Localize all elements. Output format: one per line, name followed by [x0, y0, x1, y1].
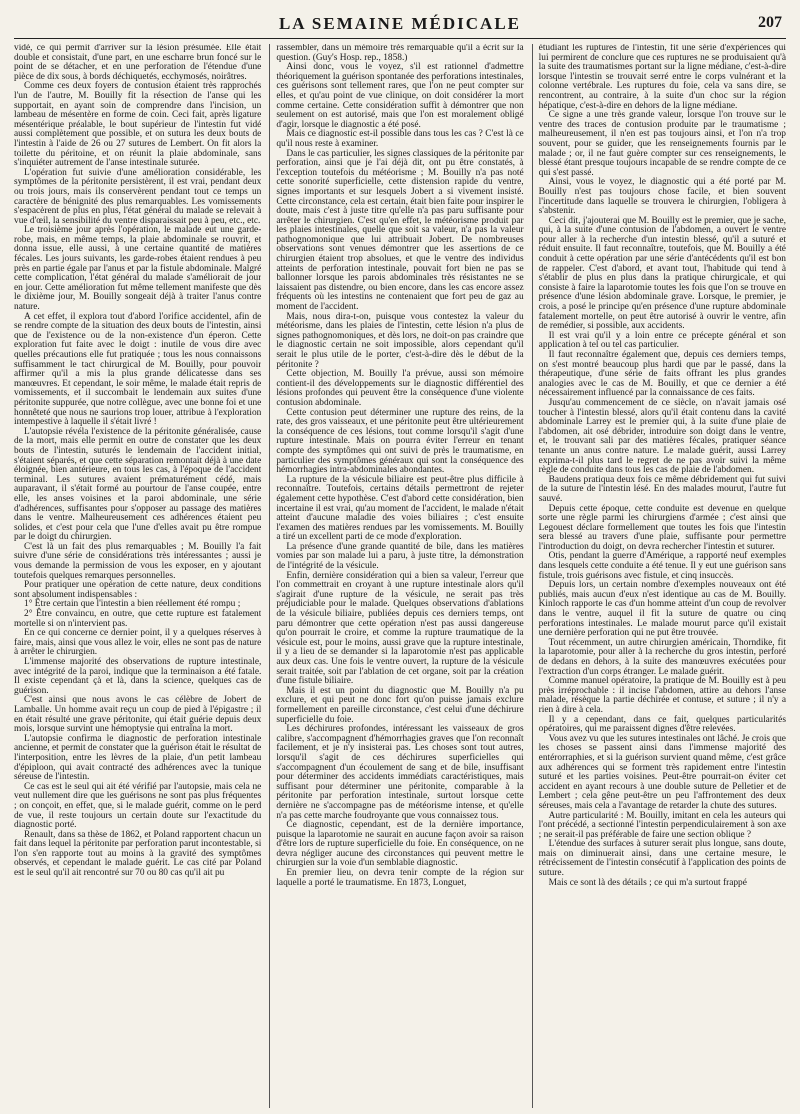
paragraph: étudiant les ruptures de l'intestin, fit une série d'expériences qui lui permirent de conclure que ces ruptures ne se produisaient qu'à la suite des traumatismes portant sur la ligne médiane, c'est-à-dire lorsque l'intestin se trouvait serré entre le corps vulnérant et la colonne vertébrale. Les ruptures du foie, cela va sans dire, se rencontrent, au contraire, à la suite d'un choc sur la région hépatique, c'est-à-dire en dehors de la ligne médiane. — [538, 44, 786, 111]
paragraph: Pour pratiquer une opération de cette nature, deux conditions sont absolument indispensables : — [14, 580, 262, 600]
paragraph: Ce diagnostic, cependant, est de la dernière importance, puisque la laparotomie ne saurait en aucune façon avoir sa raison d'être lors de rupture superficielle du foie. En conséquence, on ne devra négliger aucune des circonstances qui peuvent mettre le chirurgien sur la voie d'un semblable diagnostic. — [276, 820, 524, 869]
paragraph: Ce cas est le seul qui ait été vérifié par l'autopsie, mais cela ne veut nullement dire que les guérisons ne sont pas plus fréquentes ; on conçoit, en effet, que, si le malade guérit, comme on le perd de vue, il reste toujours un certain doute sur l'exactitude du diagnostic porté. — [14, 781, 262, 831]
paragraph: L'autopsie révéla l'existence de la péritonite généralisée, cause de la mort, mais elle permit en outre de constater que les deux bouts de l'intestin, suturés le lendemain de l'accident initial, s'étaient séparés, et que cette séparation remontait déjà à une date éloignée, bien antérieure, en tous les cas, à l'époque de l'accident terminal. Les sutures avaient prématurément cédé, mais auparavant, il s'était formé au pourtour de l'anse coupée, entre elle, les anses voisines et la paroi abdominale, une série d'adhérences, suffisantes pour s'opposer au passage des matières dans le ventre. Malheureusement ces adhérences étaient peu solides, et c'est pour cela que l'une d'elles avait pu être rompue par le doigt du chirurgien. — [14, 426, 262, 543]
paragraph: L'étendue des surfaces à suturer serait plus longue, sans doute, mais on diminuerait ainsi, dans une certaine mesure, le rétrécissement de l'intestin consécutif à l'application des points de suture. — [538, 839, 786, 879]
paragraph: Ce signe a une très grande valeur, lorsque l'on trouve sur le ventre des traces de contusion produite par le traumatisme ; malheureusement, il n'en est pas toujours ainsi, et l'on n'a trop souvent, pour se guider, que les renseignements fournis par le malade ; or, il ne faut guère compter sur ces renseignements, le blessé étant presque toujours incapable de se rendre compte de ce qui s'est passé. — [538, 110, 786, 178]
paragraph: Depuis cette époque, cette conduite est devenue en quelque sorte une règle parmi les chirurgiens d'armée ; c'est ainsi que Legouest déclare formellement que toutes les fois que l'intestin sera blessé au travers d'une plaie, suffisante pour permettre l'introduction du doigt, on devra rechercher l'intestin et suturer. — [538, 503, 786, 552]
column-right — [532, 44, 786, 1108]
paragraph: Il y a cependant, dans ce fait, quelques particularités opératoires, qui me paraissent dignes d'être relevées. — [538, 714, 786, 735]
paragraph: Depuis lors, un certain nombre d'exemples nouveaux ont été publiés, mais aucun d'eux n'est identique au cas de M. Bouilly. Kinloch rapporte le cas d'un homme atteint d'un coup de revolver dans le ventre, auquel il fit la suture de quatre ou cinq perforations intestinales. Le malade mourut parce qu'il existait une dernière perforation qui ne put être trouvée. — [538, 580, 786, 639]
paragraph: Cette objection, M. Bouilly l'a prévue, aussi son mémoire contient-il des développements sur le diagnostic différentiel des lésions profondes qui peuvent être la conséquence d'une violente contusion abdominale. — [276, 369, 524, 408]
paragraph: 2° Être convaincu, en outre, que cette rupture est fatalement mortelle si on n'intervient pas. — [14, 609, 262, 629]
paragraph: L'autopsie confirma le diagnostic de perforation intestinale ancienne, et permit de constater que la guérison était le résultat de l'interposition, entre les lèvres de la plaie, d'un petit lambeau d'épiploon, qui avait contracté des adhérences avec la tunique séreuse de l'intestin. — [14, 733, 262, 783]
paragraph: Dans le cas particulier, les signes classiques de la péritonite par perforation, ainsi que je l'ai déjà dit, ont pu être constatés, à l'exception toutefois du météorisme ; M. Bouilly n'a pas noté cette sonorité superficielle, cette distension rapide du ventre, signes importants et sur lesquels Jobert a si vivement insisté. Cette circonstance, cela est certain, était bien faite pour inspirer le doute, mais c'est à juste titre qu'elle n'a pas paru suffisante pour arrêter le chirurgien. C'est qu'en effet, le météorisme produit par les plaies intestinales, quelle que soit sa valeur, n'a pas la valeur pathognomonique que lui attribuait Jobert. De nombreuses observations sont venues démontrer que les assertions de ce chirurgien étaient trop absolues, et que le ventre des individus atteints de perforation intestinale, pouvait fort bien ne pas se ballonner lorsque les parois abdominales très résistantes ne se laissaient pas distendre, ou bien encore, dans les cas encore assez fréquents où les intestins ne contenaient que fort peu de gaz au moment de l'accident. — [276, 148, 524, 313]
paragraph: La présence d'une grande quantité de bile, dans les matières vomies par son malade lui a paru, à juste titre, la démonstration de l'intégrité de la vésicule. — [276, 541, 524, 572]
paragraph: Cette contusion peut déterminer une rupture des reins, de la rate, des gros vaisseaux, et une péritonite peut être ultérieurement la conséquence de ces lésions, tout comme lorsqu'il s'agit d'une rupture intestinale. Mais on pourra éviter l'erreur en tenant compte des symptômes qui ont suivi de près le traumatisme, en particulier des symptômes généraux qui sont la conséquence des hémorrhagies intra-abdominales abondantes. — [276, 407, 524, 476]
paragraph: L'opération fut suivie d'une amélioration considérable, les symptômes de la péritonite persistèrent, il est vrai, pendant deux ou trois jours, mais ils conservèrent pendant tout ce temps un caractère de bénignité des plus remarquables. Les vomissements s'espacèrent de plus en plus, l'état général du malade se relevait à vue d'œil, la sensibilité du ventre disparaissait peu à peu, etc., etc. — [14, 167, 262, 226]
paragraph: Les déchirures profondes, intéressant les vaisseaux de gros calibre, s'accompagnent d'hémorrhagies graves que l'on reconnaît facilement, et je n'y insisterai pas. Les choses sont tout autres, lorsqu'il s'agit de ces déchirures superficielles qui s'accompagnent d'un écoulement de sang et de bile, insuffisant pour déterminer des accidents immédiats caractéristiques, mais suffisant pour déterminer une péritonite, comparable à la péritonite par perforation intestinale, surtout lorsque cette dernière ne s'accompagne pas de météorisme intense, et qu'elle n'a pas cette marche foudroyante que vous connaissez tous. — [276, 724, 524, 821]
paragraph: Autre particularité : M. Bouilly, imitant en cela les auteurs qui l'ont précédé, a sectionné l'intestin perpendiculairement à son axe ; ne serait-il pas préférable de faire une section oblique ? — [538, 810, 786, 840]
paragraph: Comme ces deux foyers de contusion étaient très rapprochés l'un de l'autre, M. Bouilly fit la résection de l'anse qui les supportait, en ayant soin de comprendre dans l'incision, un lambeau de mésentère en forme de coin. Ceci fait, après ligature mésentérique préalable, le bout supérieur de l'intestin fut vidé aussi complètement que possible, et on sutura les deux bouts de l'intestin à l'aide de 26 ou 27 sutures de Lembert. On fit alors la toilette du péritoine, et on réunit la plaie abdominale, sans s'inquiéter autrement de l'anse intestinale suturée. — [14, 81, 262, 169]
paragraph: Le troisième jour après l'opération, le malade eut une garde-robe, mais, en même temps, la plaie abdominale se rouvrit, et donna issue, elle aussi, à une certaine quantité de matières fécales. Les jours suivants, les garde-robes étaient rendues à peu près en partie égale par l'anus et par la fistule abdominale. Malgré cette complication, l'état général du malade s'améliorait de jour en jour. Cette amélioration fut même tellement manifeste que dès le dixième jour, M. Bouilly songeait déjà à traiter l'anus contre nature. — [14, 225, 262, 313]
paragraph: Il est vrai qu'il y a loin entre ce précepte général et son application à tel ou tel cas particulier. — [538, 330, 786, 351]
paragraph: A cet effet, il explora tout d'abord l'orifice accidentel, afin de se rendre compte de la situation des deux bouts de l'intestin, ainsi que de l'existence ou de la non-existence d'un éperon. Cette exploration fut faite avec le doigt : inutile de vous dire avec quelles précautions elle fut pratiquée ; tous les nous connaissons suffisamment le tact chirurgical de M. Bouilly, pour pouvoir affirmer qu'il a mis la plus grande délicatesse dans ses manœuvres. Et cependant, le soir même, le malade était repris de vomissements, et il succombait le lendemain aux suites d'une péritonite suppurée, que notre collègue, avec une bonne foi et une honnêteté que nous ne saurions trop louer, attribue à l'exploration intempestive à laquelle il s'était livré ! — [14, 311, 262, 428]
paragraph: La rupture de la vésicule biliaire est peut-être plus difficile à reconnaître. Toutefois, certains détails permettront de rejeter également cette hypothèse. C'est d'abord cette considération, bien incertaine il est vrai, qu'au moment de l'accident, le malade n'était atteint d'aucune maladie des voies biliaires ; c'est ensuite l'examen des matières rendues par les vomissements. M. Bouilly a tiré un excellent parti de ce mode d'exploration. — [276, 474, 524, 543]
page-number: 207 — [758, 14, 782, 31]
paragraph: Comme manuel opératoire, la pratique de M. Bouilly est à peu près irréprochable : il incise l'abdomen, attire au dehors l'anse malade, résèque la partie déchirée et contuse, et suture ; il n'y a rien à dire à cela. — [538, 676, 786, 715]
paragraph: En ce qui concerne ce dernier point, il y a quelques réserves à faire, mais, ainsi que vous allez le voir, elles ne sont pas de nature à arrêter le chirurgien. — [14, 628, 262, 658]
paragraph: L'immense majorité des observations de rupture intestinale, avec intégrité de la paroi, indique que la terminaison a été fatale. Il existe cependant çà et là, dans la science, quelques cas de guérison. — [14, 657, 262, 696]
paragraph: C'est là un fait des plus remarquables ; M. Bouilly l'a fait suivre d'une série de considérations très intéressantes ; aussi je vous demande la permission de vous les exposer, en y ajoutant toutefois quelques remarques personnelles. — [14, 541, 262, 581]
paragraph: vidé, ce qui permit d'arriver sur la lésion présumée. Elle était double et consistait, d'une part, en une escharre brun foncé sur le point de se détacher, et en une perforation de l'étendue d'une pièce de dix sous, à bords déchiquetés, ecchymosés, noirâtres. — [14, 44, 262, 82]
paragraph: Mais, nous dira-t-on, puisque vous contestez la valeur du météorisme, dans les plaies de l'intestin, cette lésion n'a plus de signes pathognomoniques, et dès lors, ne doit-on pas craindre que le diagnostic certain ne soit impossible, alors cependant qu'il serait le plus utile de le porter, c'est-à-dire dès le début de la péritonite ? — [276, 311, 524, 370]
paragraph: Tout récemment, un autre chirurgien américain, Thorndike, fit la laparotomie, pour aller à la recherche du gros intestin, perforé de dedans en dehors, à la suite des manœuvres exécutées pour l'extraction d'un corps étranger. Le malade guérit. — [538, 637, 786, 677]
paragraph: Mais ce diagnostic est-il possible dans tous les cas ? C'est là ce qu'il nous reste à examiner. — [276, 129, 524, 149]
paragraph: Mais ce sont là des détails ; ce qui m'a surtout frappé — [548, 877, 747, 888]
paragraph: Ainsi donc, vous le voyez, s'il est rationnel d'admettre théoriquement la guérison spontanée des perforations intestinales, ces guérisons sont tellement rares, que l'on ne peut compter sur elles, et qu'au point de vue clinique, on doit considérer la mort comme certaine. Cette considération suffit à démontrer que non seulement on est autorisé, mais que l'on est moralement obligé d'agir, lorsque le diagnostic a été posé. — [276, 62, 524, 130]
paragraph: Jusqu'au commencement de ce siècle, on n'avait jamais osé toucher à l'intestin blessé, alors qu'il était contenu dans la cavité abdominale Larrey est le premier qui, à la suite d'une plaie de l'abdomen, ait osé débrider, introduire son doigt dans le ventre, et, le trouvant sali par des matières fécales, pratiquer séance tenante un anus contre nature. Le malade guérit, aussi Larrey exprima-t-il plus tard le regret de ne pas avoir suivi la même règle de conduite dans tous les cas de plaie de l'abdomen. — [538, 397, 786, 476]
paragraph: Otis, pendant la guerre d'Amérique, a rapporté neuf exemples dans lesquels cette conduite a été tenue. Il y eut une guérison sans fistule, trois guérisons avec fistule, et cinq insuccès. — [538, 551, 786, 581]
paragraph: Il faut reconnaître également que, depuis ces derniers temps, on s'est montré beaucoup plus hardi que par le passé, dans la thérapeutique, d'une série de faits offrant les plus grandes analogies avec le cas de M. Bouilly, et que ce dernier a été nécessairement influencé par la connaissance de ces faits. — [538, 350, 786, 399]
paragraph: Renault, dans sa thèse de 1862, et Poland rapportent chacun un fait dans lequel la péritonite par perforation parut incontestable, si l'on s'en rapporte tout au moins à la gravité des symptômes observés, et cependant le malade guérit. Le cas cité par Poland est le seul qu'il ait rencontré sur 70 ou 80 cas qu'il ait pu — [14, 829, 262, 879]
paragraph: 1° Être certain que l'intestin a bien réellement été rompu ; — [24, 599, 241, 610]
paragraph: Enfin, dernière considération qui a bien sa valeur, l'erreur que l'on commettrait en croyant à une rupture intestinale alors qu'il s'agirait d'une rupture de la vésicule, ne serait pas très préjudiciable pour le malade. Quelques observations d'ablations de la vésicule biliaire, publiées depuis ces derniers temps, ont paru démontrer que cette opération n'est pas aussi dangereuse qu'on pourrait le croire, et comme la rupture traumatique de la vésicule est, pour le moins, aussi grave que la rupture intestinale, il y a lieu de se demander si la laparotomie n'est pas applicable aux deux cas. Une fois le ventre ouvert, la rupture de la vésicule serait traitée, soit par l'ablation de cet organe, soit par la création d'une fistule biliaire. — [276, 570, 524, 687]
paragraph: Ainsi, vous le voyez, le diagnostic qui a été porté par M. Bouilly n'est pas toujours chose facile, et bien souvent l'incertitude dans laquelle se trouvera le chirurgien, l'obligera à s'abstenir. — [538, 177, 786, 217]
journal-title: LA SEMAINE MÉDICALE — [278, 14, 522, 33]
paragraph: rassembler, dans un mémoire très remarquable qu'il a écrit sur la question. (Guy's Hosp. rep., 1858.) — [276, 44, 524, 63]
paragraph: Baudens pratiqua deux fois ce même débridement qui fut suivi de la suture de l'intestin lésé. En des malades mourut, l'autre fut sauvé. — [538, 474, 786, 504]
paragraph: En premier lieu, on devra tenir compte de la région sur laquelle a porté le traumatisme. En 1873, Longuet, — [276, 868, 524, 888]
article-columns — [14, 44, 786, 1108]
column-left — [14, 44, 261, 1108]
paragraph: Vous avez vu que les sutures intestinales ont lâché. Je crois que les choses se passent ainsi dans l'immense majorité des entérorraphies, et si la guérison survient quand même, c'est grâce aux adhérences qui se forment très rapidement entre l'intestin suturé et les parties voisines. Peut-être pourrait-on éviter cet accident en ayant recours à une double suture de Pelletier et de Lembert ; cela gêne peut-être un peu l'affrontement des deux séreuses, mais cela a l'avantage de retarder la chute des sutures. — [538, 733, 786, 811]
paragraph: Ceci dit, j'ajouterai que M. Bouilly est le premier, que je sache, qui, à la suite d'une contusion de l'abdomen, a ouvert le ventre pour aller à la recherche d'un intestin blessé, qu'il a suturé et réduit ensuite. Il faut reconnaître, toutefois, que M. Bouilly a été conduit à cette opération par une série d'antécédents qu'il est bon de rappeler. C'est d'abord, et avant tout, l'habitude qui tend à s'établir de plus en plus dans la pratique chirurgicale, et qui consiste à faire la laparotomie toutes les fois que l'on se trouve en présence d'une lésion abdominale grave. Lorsque, le premier, je crois, a posé le principe qu'en présence d'une rupture abdominale fatalement mortelle, on peut être autorisé à ouvrir le ventre, afin de remédier, si possible, aux accidents. — [538, 215, 786, 332]
page-header — [14, 10, 786, 39]
paragraph: C'est ainsi que nous avons le cas célèbre de Jobert de Lamballe. Un homme avait reçu un coup de pied à l'épigastre ; il en était résulté une grave péritonite, qui était guérie depuis deux mois, lorsque survint une hémoptysie qui entraîna la mort. — [14, 695, 262, 735]
column-middle — [269, 44, 523, 1108]
paragraph: Mais il est un point du diagnostic que M. Bouilly n'a pu exclure, et qui peut ne donc fort qu'on puisse jamais exclure formellement en pareille circonstance, c'est celui d'une déchirure superficielle du foie. — [276, 685, 524, 725]
